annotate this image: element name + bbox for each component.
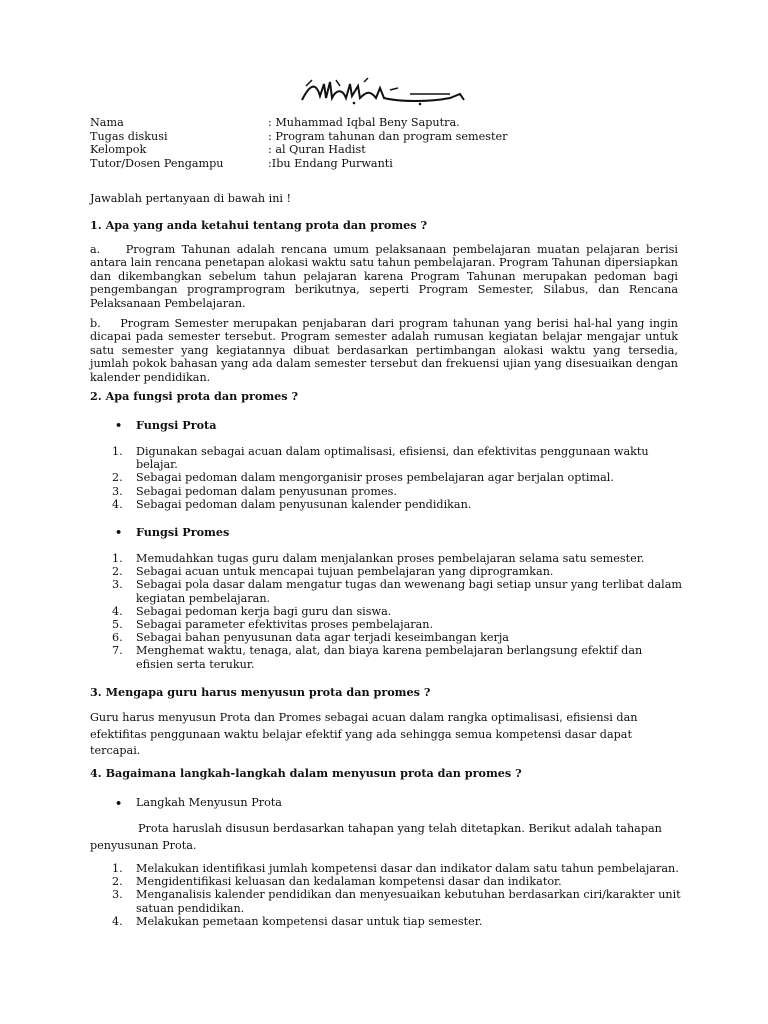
list-item: [112, 471, 682, 484]
item-text: Sebagai pedoman kerja bagi guru dan siswa.: [136, 604, 392, 618]
identity-key: Kelompok: [90, 143, 147, 156]
item-number: 3.: [112, 888, 123, 902]
item-text: Digunakan sebagai acuan dalam optimalisasi, efisiensi, dan efektivitas penggunaan waktu belajar.: [136, 445, 649, 472]
list-item: [112, 565, 682, 578]
answer-1b: [90, 317, 678, 384]
item-text: Memudahkan tugas guru dalam menjalankan proses pembelajaran selama satu semester.: [136, 552, 645, 565]
list-item: [112, 618, 682, 631]
answer-1b-text: Program Semester merupakan penjabaran dari program tahunan yang berisi hal-hal yang ingin dicapai pada semester tersebut. Program semester adalah rumusan kegiatan belajar mengajar untuk satu semester yang kegiatannya dibuat berdasarkan pertimbangan alokasi waktu yang tersedia, jumlah pokok bahasan yang ada dalam semester tersebut dan frekuensi ujian yang disesuaikan dengan kalender pendidikan.: [90, 317, 678, 384]
item-number: 1.: [112, 862, 123, 875]
identity-table: [90, 116, 507, 170]
identity-value: : Program tahunan dan program semester: [268, 129, 508, 143]
question-1-title: 1. Apa yang anda ketahui tentang prota dan promes ?: [90, 218, 428, 232]
item-number: 4.: [112, 497, 123, 511]
identity-value: : Muhammad Iqbal Beny Saputra.: [268, 116, 460, 129]
instruction-text: Jawablah pertanyaan di bawah ini !: [90, 192, 292, 205]
fungsi-prota-heading: [115, 418, 216, 432]
identity-key: Tugas diskusi: [90, 129, 168, 143]
item-text: Sebagai pola dasar dalam mengatur tugas dan wewenang bagi setiap unsur yang terlibat dalam kegiatan pembelajaran.: [136, 578, 682, 605]
list-item: [112, 485, 682, 498]
identity-value: : al Quran Hadist: [268, 143, 366, 156]
basmala-calligraphy: [300, 76, 466, 106]
item-number: 2.: [112, 565, 123, 579]
item-text: Melakukan identifikasi jumlah kompetensi dasar dan indikator dalam satu tahun pembelajaran.: [136, 862, 679, 875]
bullet-icon: •: [115, 418, 123, 432]
item-text: Sebagai acuan untuk mencapai tujuan pembelajaran yang diprogramkan.: [136, 565, 554, 579]
answer-1b-label: b.: [90, 317, 101, 330]
list-item: [112, 888, 682, 914]
list-item: [112, 862, 682, 875]
identity-key: Tutor/Dosen Pengampu: [90, 156, 224, 170]
list-item: [112, 875, 682, 888]
bullet-icon: •: [115, 525, 123, 539]
item-text: Sebagai pedoman dalam penyusunan kalender pendidikan.: [136, 497, 472, 511]
answer-1a-label: a.: [90, 243, 101, 256]
item-number: 1.: [112, 552, 123, 565]
list-item: [112, 445, 682, 471]
item-number: 4.: [112, 604, 123, 618]
list-item: [112, 915, 682, 928]
identity-row: [90, 143, 507, 157]
item-text: Sebagai parameter efektivitas proses pembelajaran.: [136, 618, 434, 632]
item-number: 6.: [112, 631, 123, 645]
question-2-title: 2. Apa fungsi prota dan promes ?: [90, 389, 299, 403]
question-3-title: 3. Mengapa guru harus menyusun prota dan promes ?: [90, 685, 431, 699]
item-number: 2.: [112, 875, 123, 889]
item-text: Menganalisis kalender pendidikan dan menyesuaikan kebutuhan berdasarkan ciri/karakter unit satuan pendidikan.: [136, 888, 681, 915]
fungsi-promes-list: [112, 552, 682, 671]
identity-row: [90, 130, 507, 144]
item-number: 5.: [112, 618, 123, 632]
heading-label: Fungsi Prota: [136, 418, 217, 432]
item-number: 7.: [112, 644, 123, 658]
item-number: 4.: [112, 914, 123, 928]
langkah-prota-list: [112, 862, 682, 928]
item-text: Melakukan pemetaan kompetensi dasar untuk tiap semester.: [136, 914, 483, 928]
identity-key: Nama: [90, 116, 124, 129]
bullet-icon: •: [115, 796, 123, 810]
item-text: Sebagai pedoman dalam penyusunan promes.: [136, 484, 397, 498]
item-number: 2.: [112, 471, 123, 485]
heading-label: Fungsi Promes: [136, 525, 230, 539]
heading-label: Langkah Menyusun Prota: [136, 796, 282, 809]
list-item: [112, 605, 682, 618]
answer-1a: [90, 243, 678, 310]
list-item: [112, 498, 682, 511]
item-text: Sebagai bahan penyusunan data agar terjadi keseimbangan kerja: [136, 631, 509, 645]
item-text: Menghemat waktu, tenaga, alat, dan biaya karena pembelajaran berlangsung efektif dan efisien serta terukur.: [136, 644, 643, 671]
question-4-title: 4. Bagaimana langkah-langkah dalam menyusun prota dan promes ?: [90, 766, 522, 780]
list-item: [112, 631, 682, 644]
item-text: Mengidentifikasi keluasan dan kedalaman kompetensi dasar dan indikator.: [136, 875, 562, 889]
fungsi-prota-list: [112, 445, 682, 511]
answer-1a-text: Program Tahunan adalah rencana umum pelaksanaan pembelajaran muatan pelajaran berisi antara lain rencana penetapan alokasi waktu satu tahun pembelajaran. Program Tahunan dipersiapkan dan dikembangkan sebelum tahun pelajaran karena Program Tahunan merupakan pedoman bagi pengembangan programprogram berikutnya, seperti Program Semester, Silabus, dan Rencana Pelaksanaan Pembelajaran.: [90, 243, 678, 310]
list-item: [112, 644, 682, 670]
identity-row: [90, 157, 507, 171]
list-item: [112, 578, 682, 604]
identity-row: [90, 116, 507, 130]
item-text: Sebagai pedoman dalam mengorganisir proses pembelajaran agar berjalan optimal.: [136, 471, 614, 485]
list-item: [112, 552, 682, 565]
item-number: 1.: [112, 445, 123, 458]
identity-value: :Ibu Endang Purwanti: [268, 156, 393, 170]
langkah-intro-text: Prota haruslah disusun berdasarkan tahapan yang telah ditetapkan. Berikut adalah tahapan penyusunan Prota.: [90, 822, 662, 852]
fungsi-promes-heading: [115, 525, 229, 539]
langkah-prota-heading: [115, 796, 282, 810]
answer-3-text: Guru harus menyusun Prota dan Promes sebagai acuan dalam rangka optimalisasi, efisiensi dan efektifitas penggunaan waktu belajar efektif yang ada sehingga semua kompetensi dasar dapat tercapai.: [90, 711, 638, 757]
item-number: 3.: [112, 578, 123, 592]
item-number: 3.: [112, 484, 123, 498]
